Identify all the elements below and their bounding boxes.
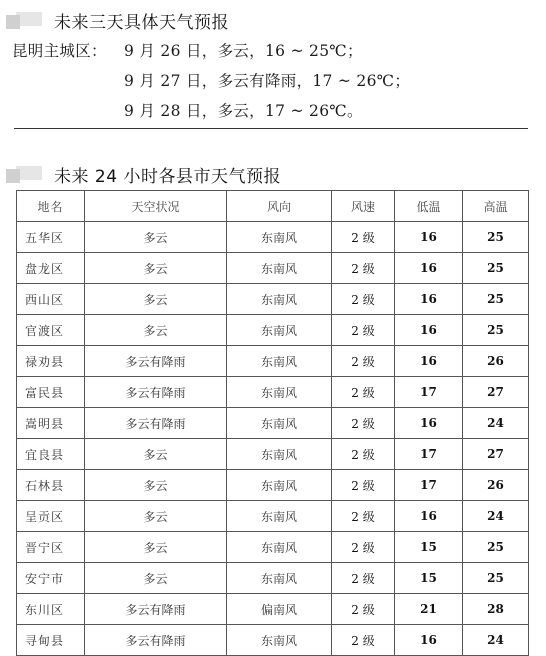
cell-wind-direction: 偏南风: [227, 594, 332, 625]
table-row: [17, 253, 529, 284]
cell-wind-speed: 2 级: [332, 408, 395, 439]
table-row: [17, 408, 529, 439]
header-sky: 天空状况: [85, 191, 227, 222]
cell-sky: 多云: [85, 439, 227, 470]
cell-wind-direction: 东南风: [227, 625, 332, 656]
cell-wind-speed: 2 级: [332, 501, 395, 532]
header-wind-direction: 风向: [227, 191, 332, 222]
section-header-24h: [0, 162, 281, 187]
forecast-day-3: 9 月 28 日，多云，17 ~ 26℃。: [124, 102, 363, 120]
cell-high-temp: 26: [463, 346, 529, 377]
cell-sky: 多云有降雨: [85, 594, 227, 625]
cell-wind-direction: 东南风: [227, 563, 332, 594]
cell-wind-speed: 2 级: [332, 253, 395, 284]
forecast-day-2: 9 月 27 日，多云有降雨，17 ~ 26℃；: [124, 72, 411, 90]
cell-sky: 多云: [85, 315, 227, 346]
cell-sky: 多云: [85, 501, 227, 532]
table-row: [17, 625, 529, 656]
cell-wind-direction: 东南风: [227, 470, 332, 501]
table-row: [17, 222, 529, 253]
table-row: [17, 284, 529, 315]
cell-high-temp: 24: [463, 625, 529, 656]
cell-sky: 多云: [85, 470, 227, 501]
cell-high-temp: 25: [463, 253, 529, 284]
table-header-row: [17, 191, 529, 222]
cell-place: 寻甸县: [17, 625, 85, 656]
cell-wind-direction: 东南风: [227, 501, 332, 532]
table-row: [17, 470, 529, 501]
cell-wind-speed: 2 级: [332, 470, 395, 501]
cell-wind-speed: 2 级: [332, 377, 395, 408]
cell-place: 官渡区: [17, 315, 85, 346]
cell-low-temp: 21: [395, 594, 463, 625]
cell-wind-speed: 2 级: [332, 222, 395, 253]
section-header-three-day: [0, 8, 229, 33]
cell-sky: 多云: [85, 532, 227, 563]
header-low-temp: 低温: [395, 191, 463, 222]
cell-low-temp: 15: [395, 532, 463, 563]
forecast-line: [12, 66, 410, 96]
cell-wind-speed: 2 级: [332, 284, 395, 315]
cell-place: 禄劝县: [17, 346, 85, 377]
cell-low-temp: 17: [395, 470, 463, 501]
cell-sky: 多云: [85, 222, 227, 253]
cell-wind-speed: 2 级: [332, 439, 395, 470]
three-day-forecast-title: 未来三天具体天气预报: [54, 13, 229, 33]
cell-high-temp: 27: [463, 439, 529, 470]
cell-place: 嵩明县: [17, 408, 85, 439]
cell-place: 晋宁区: [17, 532, 85, 563]
cell-high-temp: 24: [463, 408, 529, 439]
cell-low-temp: 16: [395, 284, 463, 315]
cell-wind-direction: 东南风: [227, 284, 332, 315]
cell-sky: 多云: [85, 563, 227, 594]
cell-wind-direction: 东南风: [227, 253, 332, 284]
cell-high-temp: 25: [463, 284, 529, 315]
cell-wind-speed: 2 级: [332, 594, 395, 625]
cell-place: 石林县: [17, 470, 85, 501]
table-row: [17, 532, 529, 563]
three-day-forecast: [12, 36, 410, 126]
cell-high-temp: 25: [463, 315, 529, 346]
cell-high-temp: 27: [463, 377, 529, 408]
cell-wind-direction: 东南风: [227, 377, 332, 408]
cell-wind-speed: 2 级: [332, 563, 395, 594]
cell-low-temp: 17: [395, 377, 463, 408]
cell-high-temp: 24: [463, 501, 529, 532]
cell-place: 盘龙区: [17, 253, 85, 284]
cell-place: 西山区: [17, 284, 85, 315]
cell-high-temp: 26: [463, 470, 529, 501]
cell-place: 五华区: [17, 222, 85, 253]
cell-low-temp: 16: [395, 408, 463, 439]
cell-wind-speed: 2 级: [332, 346, 395, 377]
cell-wind-direction: 东南风: [227, 439, 332, 470]
table-row: [17, 315, 529, 346]
cell-wind-direction: 东南风: [227, 315, 332, 346]
forecast-line: [12, 36, 410, 66]
table-row: [17, 563, 529, 594]
cell-place: 富民县: [17, 377, 85, 408]
table-row: [17, 439, 529, 470]
table-row: [17, 594, 529, 625]
cell-place: 呈贡区: [17, 501, 85, 532]
cell-sky: 多云有降雨: [85, 408, 227, 439]
cell-wind-direction: 东南风: [227, 222, 332, 253]
cell-sky: 多云有降雨: [85, 625, 227, 656]
cell-low-temp: 15: [395, 563, 463, 594]
cell-wind-direction: 东南风: [227, 408, 332, 439]
city-label: 昆明主城区：: [12, 42, 107, 60]
cell-wind-speed: 2 级: [332, 315, 395, 346]
cell-sky: 多云: [85, 253, 227, 284]
cell-wind-direction: 东南风: [227, 346, 332, 377]
county-forecast-title: 未来 24 小时各县市天气预报: [54, 167, 281, 187]
cell-high-temp: 28: [463, 594, 529, 625]
heading-marker-icon: [6, 166, 46, 184]
heading-marker-icon: [6, 12, 46, 30]
cell-low-temp: 17: [395, 439, 463, 470]
cell-place: 安宁市: [17, 563, 85, 594]
cell-low-temp: 16: [395, 625, 463, 656]
cell-low-temp: 16: [395, 346, 463, 377]
table-row: [17, 501, 529, 532]
header-high-temp: 高温: [463, 191, 529, 222]
cell-high-temp: 25: [463, 532, 529, 563]
cell-low-temp: 16: [395, 253, 463, 284]
header-wind-speed: 风速: [332, 191, 395, 222]
table-row: [17, 377, 529, 408]
forecast-line: [12, 96, 410, 126]
cell-low-temp: 16: [395, 315, 463, 346]
section-divider: [14, 128, 528, 129]
cell-wind-speed: 2 级: [332, 532, 395, 563]
cell-wind-speed: 2 级: [332, 625, 395, 656]
forecast-day-1: 9 月 26 日，多云，16 ~ 25℃；: [124, 42, 363, 60]
cell-sky: 多云有降雨: [85, 377, 227, 408]
cell-wind-direction: 东南风: [227, 532, 332, 563]
cell-high-temp: 25: [463, 222, 529, 253]
cell-high-temp: 25: [463, 563, 529, 594]
county-weather-table: [16, 190, 529, 656]
cell-low-temp: 16: [395, 222, 463, 253]
cell-sky: 多云有降雨: [85, 346, 227, 377]
table-row: [17, 346, 529, 377]
cell-low-temp: 16: [395, 501, 463, 532]
cell-place: 东川区: [17, 594, 85, 625]
cell-sky: 多云: [85, 284, 227, 315]
cell-place: 宜良县: [17, 439, 85, 470]
header-place: 地名: [17, 191, 85, 222]
